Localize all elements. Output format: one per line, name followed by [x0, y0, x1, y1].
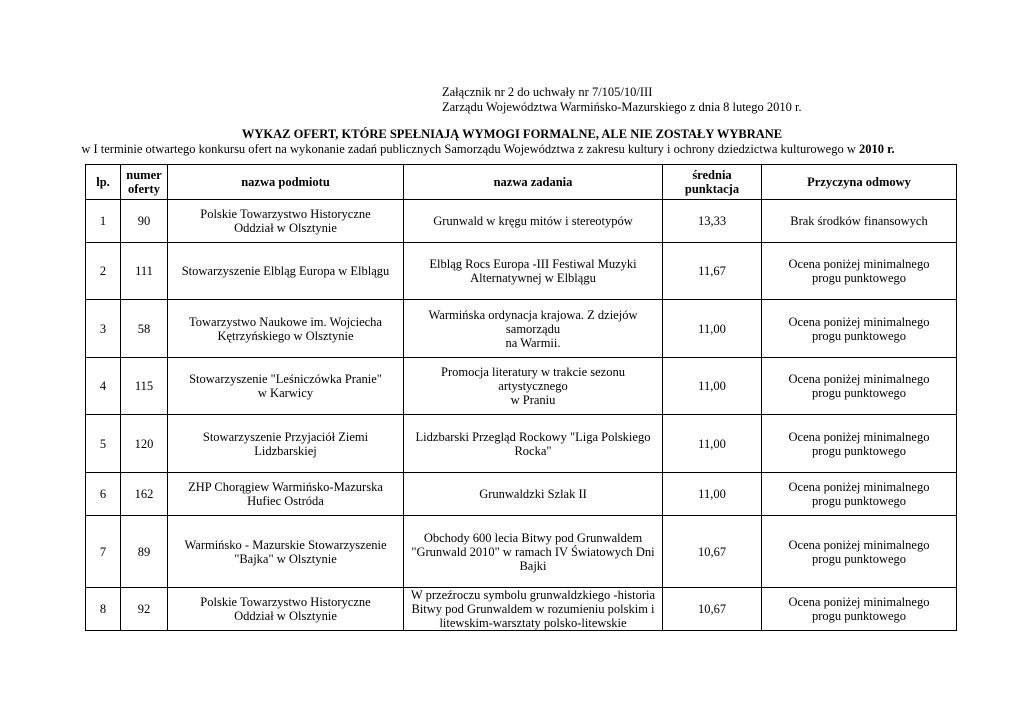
cell-podmiot [168, 516, 404, 588]
table-header-row [86, 165, 957, 200]
header-numer-line2: oferty [128, 182, 160, 196]
cell-podmiot [168, 200, 404, 243]
cell-zadanie [404, 358, 663, 415]
cell-podmiot [168, 358, 404, 415]
cell-line: progu punktowego [811, 386, 907, 400]
cell-srednia: 11,00 [663, 415, 762, 473]
table-body [86, 200, 957, 631]
table-row [86, 243, 957, 300]
document-subtitle [0, 141, 976, 157]
cell-line: Elbląg Rocs Europa -III Festiwal Muzyki [429, 257, 637, 271]
header-srednia-line1: średnia [692, 168, 732, 182]
cell-line: Grunwald w kręgu mitów i stereotypów [433, 214, 633, 228]
header-srednia [663, 165, 762, 200]
cell-line: W przeźroczu symbolu grunwaldzkiego -historia [410, 588, 656, 602]
cell-srednia: 10,67 [663, 588, 762, 631]
cell-line: w Karwicy [257, 386, 314, 400]
cell-numer: 115 [121, 358, 168, 415]
cell-line: Ocena poniżej minimalnego [788, 257, 930, 271]
header-srednia-line2: punktacja [684, 182, 740, 196]
cell-lp: 4 [86, 358, 121, 415]
cell-line: "Grunwald 2010" w ramach IV Światowych Dni [411, 544, 655, 559]
cell-zadanie [404, 243, 663, 300]
cell-przyczyna [762, 358, 957, 415]
cell-line: Ocena poniżej minimalnego [788, 429, 930, 444]
cell-numer: 58 [121, 300, 168, 358]
cell-line: progu punktowego [811, 328, 907, 343]
cell-line: w Praniu [510, 393, 556, 407]
cell-lp: 5 [86, 415, 121, 473]
cell-przyczyna [762, 588, 957, 631]
header-lp: lp. [86, 165, 121, 200]
cell-srednia: 10,67 [663, 516, 762, 588]
cell-srednia: 13,33 [663, 200, 762, 243]
cell-line: progu punktowego [811, 271, 907, 285]
cell-line: Polskie Towarzystwo Historyczne [200, 595, 371, 609]
cell-przyczyna [762, 415, 957, 473]
table-row [86, 200, 957, 243]
cell-line: progu punktowego [811, 443, 907, 458]
cell-line: Bajki [519, 558, 547, 573]
header-zadanie: nazwa zadania [404, 165, 663, 200]
cell-line: Bitwy pod Grunwaldem w rozumieniu polskim i [411, 602, 655, 616]
cell-lp: 6 [86, 473, 121, 516]
cell-line: Oddział w Olsztynie [234, 609, 337, 623]
cell-podmiot [168, 415, 404, 473]
cell-line: progu punktowego [811, 551, 907, 566]
cell-line: Warmińsko - Mazurskie Stowarzyszenie [184, 537, 387, 552]
header-numer-line1: numer [126, 168, 162, 182]
cell-lp: 3 [86, 300, 121, 358]
cell-line: Stowarzyszenie Przyjaciół Ziemi Lidzbarskiej [202, 429, 369, 458]
cell-przyczyna [762, 516, 957, 588]
cell-line: "Bajka" w Olsztynie [234, 551, 337, 566]
document-title: WYKAZ OFERT, KTÓRE SPEŁNIAJĄ WYMOGI FORMALNE, ALE NIE ZOSTAŁY WYBRANE [241, 127, 783, 141]
cell-numer: 90 [121, 200, 168, 243]
cell-numer: 162 [121, 473, 168, 516]
cell-line: Grunwaldzki Szlak II [479, 487, 587, 501]
cell-przyczyna [762, 473, 957, 516]
cell-line: Ocena poniżej minimalnego [788, 314, 930, 329]
cell-lp: 2 [86, 243, 121, 300]
header-podmiot: nazwa podmiotu [168, 165, 404, 200]
cell-line: Ocena poniżej minimalnego [788, 480, 930, 494]
cell-line: Hufiec Ostróda [247, 494, 324, 508]
cell-line: Alternatywnej w Elblągu [470, 271, 596, 285]
cell-srednia: 11,00 [663, 300, 762, 358]
cell-lp: 7 [86, 516, 121, 588]
cell-srednia: 11,00 [663, 473, 762, 516]
cell-line: Ocena poniżej minimalnego [788, 537, 930, 552]
cell-line: Ocena poniżej minimalnego [788, 372, 930, 386]
cell-line: progu punktowego [811, 609, 907, 623]
attachment-header-line1: Załącznik nr 2 do uchwały nr 7/105/10/III [442, 85, 653, 99]
cell-numer: 111 [121, 243, 168, 300]
cell-line: Brak środków finansowych [790, 214, 928, 228]
cell-line: Warmińska ordynacja krajowa. Z dziejów samorządu [428, 307, 638, 336]
cell-podmiot [168, 588, 404, 631]
cell-line: Promocja literatury w trakcie sezonu artystycznego [441, 365, 625, 393]
offers-table [85, 164, 957, 631]
cell-zadanie [404, 200, 663, 243]
subtitle-year: 2010 r. [859, 142, 895, 156]
cell-line: litewskim-warsztaty polsko-litewskie [439, 616, 627, 630]
cell-przyczyna [762, 300, 957, 358]
cell-line: Towarzystwo Naukowe im. Wojciecha [189, 314, 382, 329]
cell-zadanie [404, 415, 663, 473]
cell-numer: 89 [121, 516, 168, 588]
header-numer [121, 165, 168, 200]
cell-podmiot [168, 243, 404, 300]
cell-line: Rocka" [514, 443, 552, 458]
cell-zadanie [404, 300, 663, 358]
cell-podmiot [168, 300, 404, 358]
cell-przyczyna [762, 200, 957, 243]
table-row [86, 358, 957, 415]
cell-line: Obchody 600 lecia Bitwy pod Grunwaldem [423, 530, 643, 545]
cell-zadanie [404, 588, 663, 631]
table-row [86, 300, 957, 358]
cell-line: Stowarzyszenie "Leśniczówka Pranie" [189, 372, 382, 386]
cell-line: Lidzbarski Przegląd Rockowy "Liga Polskiego [415, 429, 651, 444]
cell-zadanie [404, 473, 663, 516]
cell-line: progu punktowego [811, 494, 907, 508]
cell-line: Kętrzyńskiego w Olsztynie [217, 328, 354, 343]
header-przyczyna: Przyczyna odmowy [762, 165, 957, 200]
table-row [86, 473, 957, 516]
attachment-header-line2: Zarządu Województwa Warmińsko-Mazurskiego z dnia 8 lutego 2010 r. [442, 100, 802, 114]
cell-przyczyna [762, 243, 957, 300]
cell-numer: 92 [121, 588, 168, 631]
cell-numer: 120 [121, 415, 168, 473]
cell-srednia: 11,67 [663, 243, 762, 300]
cell-line: ZHP Chorągiew Warmińsko-Mazurska [188, 480, 383, 494]
cell-podmiot [168, 473, 404, 516]
cell-lp: 1 [86, 200, 121, 243]
table-row [86, 415, 957, 473]
cell-lp: 8 [86, 588, 121, 631]
cell-line: Oddział w Olsztynie [234, 221, 337, 235]
cell-zadanie [404, 516, 663, 588]
cell-line: Ocena poniżej minimalnego [788, 595, 930, 609]
cell-line: na Warmii. [505, 335, 561, 350]
cell-line: Stowarzyszenie Elbląg Europa w Elblągu [181, 264, 390, 278]
cell-srednia: 11,00 [663, 358, 762, 415]
subtitle-text: w I terminie otwartego konkursu ofert na wykonanie zadań publicznych Samorządu Województwa z zakresu kultury i ochrony dziedzictwa kulturowego w [81, 142, 860, 156]
cell-line: Polskie Towarzystwo Historyczne [200, 207, 371, 221]
table-row [86, 516, 957, 588]
table-row [86, 588, 957, 631]
